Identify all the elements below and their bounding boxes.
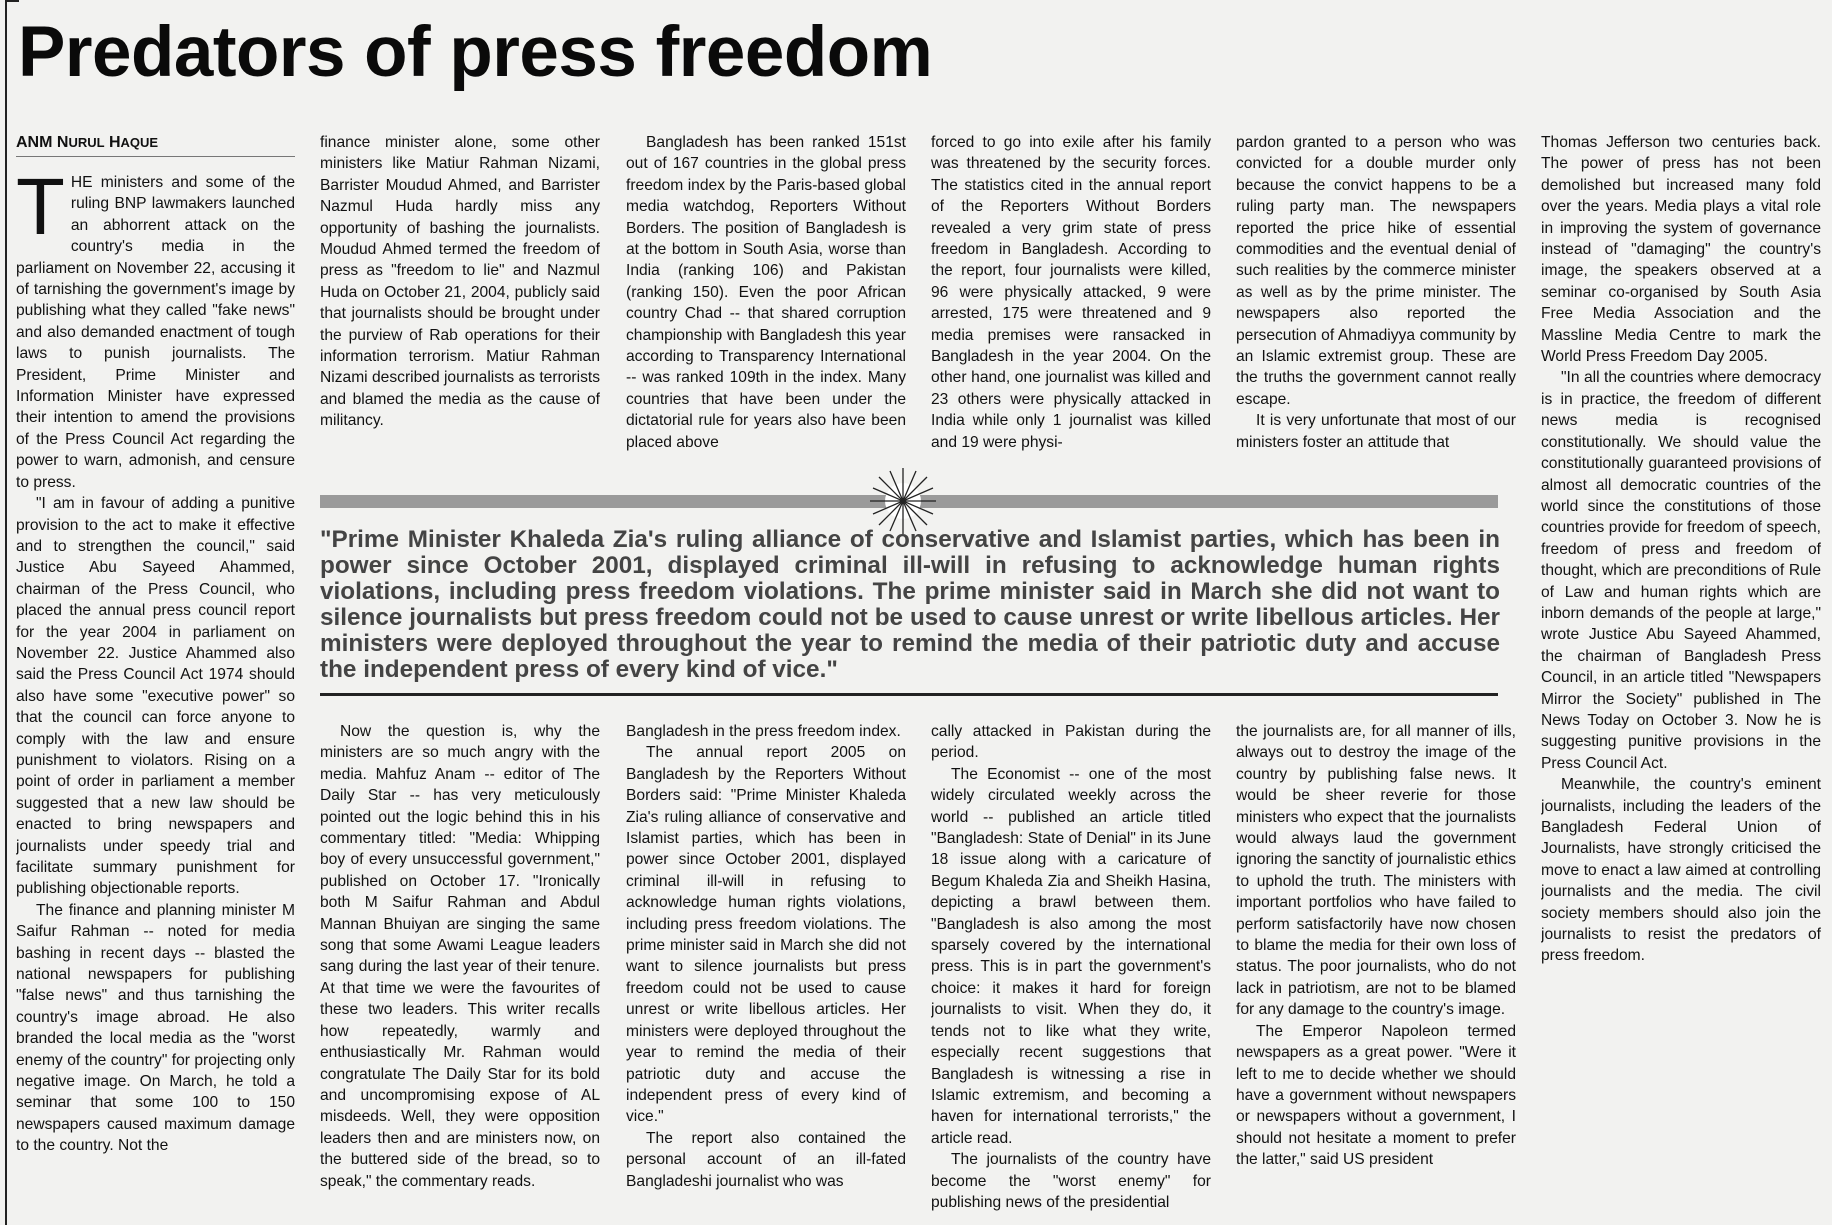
paragraph: Bangladesh in the press freedom index. — [626, 723, 901, 740]
paragraph: forced to go into exile after his family was threatened by the security forces. The statistics cited in the annual report of the Reporters Without Borders revealed a very grim state of press freedom in Bangladesh. According to the report, four journalists were killed, 96 were physically attacked, 9 were arrested, 175 were threatened and 9 media premises were ransacked in Bangladesh in the year 2004. On the other hand, one journalist was killed and 23 others were physically attacked in India while only 1 journalist was killed and 19 were physi- — [931, 134, 1211, 451]
headline: Predators of press freedom — [18, 13, 933, 92]
column-3-bottom — [626, 721, 906, 1225]
page-border-top — [5, 0, 19, 2]
paragraph — [16, 172, 295, 493]
byline-part: H — [104, 134, 121, 151]
pull-quote-rule — [320, 693, 1498, 696]
column-2-bottom — [320, 721, 600, 1225]
paragraph: The Emperor Napoleon termed newspapers as a great power. "Were it left to me to decide whether we should have a government without newspapers or newspapers without a government, I should not hesitate a moment to prefer the latter," said US president — [1236, 1022, 1516, 1169]
byline-part: URUL — [68, 135, 105, 150]
paragraph: Now the question is, why the ministers are so much angry with the media. Mahfuz Anam -- editor of The Daily Star -- has very meticulously pointed out the logic behind this in his commentary titled: "Media: Whipping boy of every unsuccessful government," published on October 17. "Ironically both M Saifur Rahman and Abdul Mannan Bhuiyan are singing the same song that some Awami League leaders sang during the last year of their tenure. At that time we were the favourites of these two leaders. This writer recalls how repeatedly, warmly and enthusiastically Mr. Rahman would congratulate The Daily Star for its bold and uncompromising expose of AL misdeeds. Well, they were opposition leaders then and are ministers now, on the buttered side of the bread, so to speak," the commentary reads. — [320, 723, 600, 1190]
paragraph: It is very unfortunate that most of our ministers foster an attitude that — [1236, 412, 1516, 451]
paragraph: The finance and planning minister M Saifur Rahman -- noted for media bashing in recent days -- blasted the national newspapers for publishing "false news" and thus tarnishing the country's image abroad. He also branded the local media as the "worst enemy of the country" for projecting only negative image. On March, he told a seminar that some 100 to 150 newspapers caused maximum damage to the country. Not the — [16, 901, 295, 1155]
paragraph: "In all the countries where democracy is in practice, the freedom of different news media is recognised constitutionally. We should value the constitutionally guaranteed provisions of almost all democratic countries of the world since the constitutions of those countries provide for freedom of speech, freedom of press and freedom of thought, which are preconditions of Rule of Law and human rights which are inborn demands of the people at large," wrote Justice Abu Sayeed Ahammed, the chairman of Bangladesh Press Council, in an article titled "Newspapers Mirror the Society" published in The News Today on October 3. Now he is suggesting punitive provisions in the Press Council Act. — [1541, 369, 1821, 772]
byline-part: AQUE — [120, 135, 159, 150]
paragraph: Meanwhile, the country's eminent journalists, including the leaders of the Bangladesh Federal Union of Journalists, have strongly criticised the move to enact a law aimed at controlling journalists and the media. The civil society members should also join the journalists to resist the predators of press freedom. — [1541, 776, 1821, 965]
column-1 — [16, 172, 295, 1225]
paragraph: The report also contained the personal account of an ill-fated Bangladeshi journalist who was — [626, 1129, 906, 1190]
column-4-top — [931, 132, 1211, 477]
paragraph: Bangladesh has been ranked 151st out of 167 countries in the global press freedom index by the Paris-based global media watchdog, Reporters Without Borders. The position of Bangladesh is at the bottom in South Asia, worse than India (ranking 106) and Pakistan (ranking 150). Even the poor African country Chad -- that shared corruption championship with Bangladesh this year according to Transparency International -- was ranked 109th in the index. Many countries that have been under the dictatorial rule for years also have been placed above — [626, 134, 906, 451]
byline-part: ANM N — [16, 134, 69, 151]
column-5-top — [1236, 132, 1516, 477]
paragraph: The annual report 2005 on Bangladesh by the Reporters Without Borders said: "Prime Minister Khaleda Zia's ruling alliance of conservative and Islamist parties, which has been in power since October 2001, displayed criminal ill-will in refusing to acknowledge human rights violations, including press freedom violations. The prime minister said in March she did not want to silence journalists but press freedom could not be used to cause unrest or write libellous articles. Her ministers were deployed throughout the year to remind the media of their patriotic duty and accuse the independent press of every kind of vice." — [626, 744, 906, 1126]
page-border-left — [5, 0, 7, 1225]
paragraph: The Economist -- one of the most widely circulated weekly across the world -- published an article titled "Bangladesh: State of Denial" in its June 18 issue along with a caricature of Begum Khaleda Zia and Sheikh Hasina, depicting a brawl between them. "Bangladesh is also among the most sparsely covered by the international press. This is in part the government's choice: it makes it hard for foreign journalists to visit. When they do, it tends not to like what they write, especially recent suggestions that Bangladesh is witnessing a rise in Islamic extremism, and becoming a haven for international terrorists," the article read. — [931, 765, 1211, 1147]
pull-quote: "Prime Minister Khaleda Zia's ruling alliance of conservative and Islamist parties, which has been in power since October 2001, displayed criminal ill-will in refusing to acknowledge human rights violations, including press freedom violations. The prime minister said in March she did not want to silence journalists but press freedom could not be used to cause unrest or write libellous articles. Her ministers were deployed throughout the year to remind the media of their patriotic duty and accuse the independent press of every kind of vice." — [320, 526, 1500, 683]
paragraph: "I am in favour of adding a punitive provision to the act to make it effective and to strengthen the council," said Justice Abu Sayeed Ahammed, chairman of the Press Council, who placed the annual press council report for the year 2004 in parliament on November 22. Justice Ahammed also said the Press Council Act 1974 should also have some "executive power" so that the council can force anyone to comply with the law and ensure punishment to violators. Rising on a point of order in parliament a member suggested that a new law should be enacted to bring newspapers and journalists under speedy trial and facilitate summary punishment for publishing objectionable reports. — [16, 495, 295, 898]
paragraph: The journalists of the country have become the "worst enemy" for publishing news of the presidential — [931, 1151, 1211, 1211]
paragraph: finance minister alone, some other ministers like Matiur Rahman Nizami, Barrister Moudud Ahmed, and Barrister Nazmul Huda hardly miss any opportunity of bashing the journalists. Moudud Ahmed termed the freedom of press as "freedom to lie" and Nazmul Huda on October 21, 2004, publicly said that journalists should be brought under the purview of Rab operations for their information terrorism. Matiur Rahman Nizami described journalists as terrorists and blamed the media as the cause of militancy. — [320, 134, 600, 430]
paragraph: Thomas Jefferson two centuries back. The power of press has not been demolished but increased many fold over the years. Media plays a vital role in improving the system of governance instead of "damaging" the country's image, the speakers observed at a seminar co-organised by South Asia Free Media Association and the Massline Media Centre to mark the World Press Freedom Day 2005. — [1541, 134, 1821, 366]
paragraph: the journalists are, for all manner of ills, always out to destroy the image of the country by publishing false news. It would be sheer reverie for those ministers who expect that the journalists would always laud the government ignoring the sanctity of journalistic ethics to uphold the truth. The ministers with important portfolios who have failed to perform satisfactorily have now chosen to blame the media for their own loss of status. The poor journalists, who do not lack in patriotism, are not to be blamed for any damage to the country's image. — [1236, 723, 1516, 1019]
paragraph: cally attacked in Pakistan during the period. — [931, 723, 1211, 762]
paragraph: pardon granted to a person who was convicted for a double murder only because the convict happens to be a ruling party man. The newspapers reported the price hike of essential commodities and the eventual denial of such realities by the commerce minister as well as by the prime minister. The newspapers also reported the persecution of Ahmadiyya community by an Islamic extremist group. These are the truths the government cannot really escape. — [1236, 134, 1516, 408]
column-3-top — [626, 132, 906, 477]
column-6 — [1541, 132, 1821, 1225]
byline — [16, 134, 295, 157]
column-5-bottom — [1236, 721, 1516, 1225]
drop-cap: T — [16, 172, 65, 251]
column-4-bottom — [931, 721, 1211, 1225]
column-2-top — [320, 132, 600, 477]
paragraph-text: HE ministers and some of the ruling BNP lawmakers launched an abhorrent attack on the country's media in the parliament on November 22, accusing it of tarnishing the government's image by publishing what they called "fake news" and also demanded enactment of tough laws to punish journalists. The President, Prime Minister and Information Minister have expressed their intention to amend the provisions of the Press Council Act regarding the power to warn, admonish, and censure to press. — [16, 174, 295, 491]
